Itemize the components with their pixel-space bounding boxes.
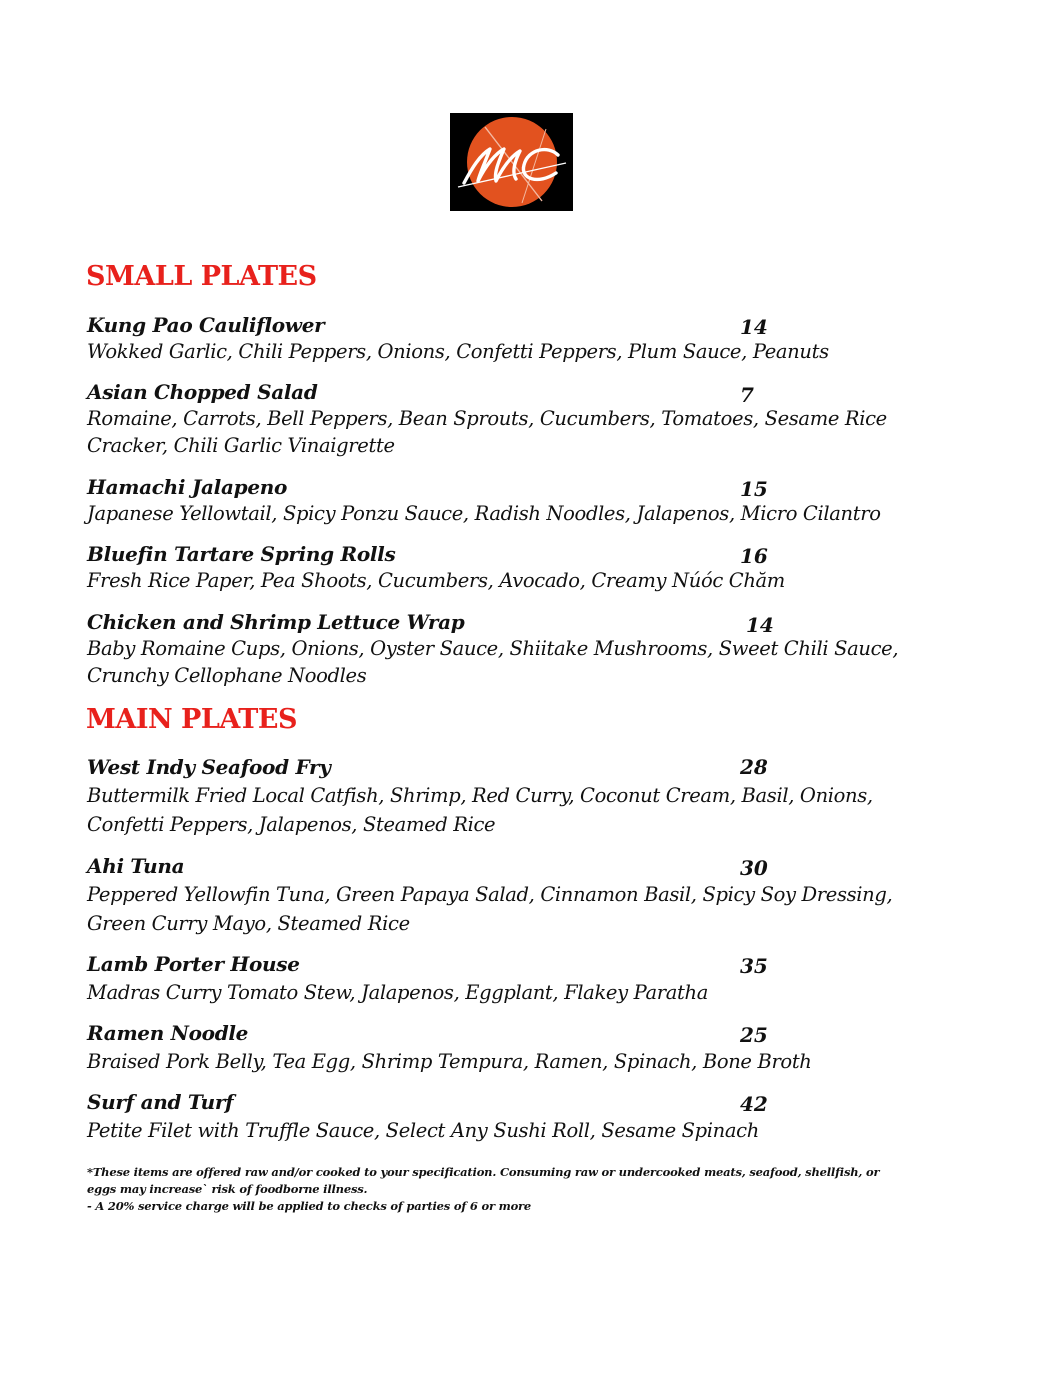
disclaimer-footnote (87, 1164, 967, 1215)
item-price: 16 (740, 544, 768, 568)
item-price: 35 (740, 954, 768, 978)
menu-item (87, 474, 967, 527)
menu-item (87, 312, 967, 365)
item-description: Fresh Rice Paper, Pea Shoots, Cucumbers, Avocado, Creamy Núóc Chăm (87, 569, 785, 592)
item-description: Confetti Peppers, Jalapenos, Steamed Rice (87, 813, 496, 836)
item-price: 14 (746, 613, 774, 637)
item-description: Wokked Garlic, Chili Peppers, Onions, Confetti Peppers, Plum Sauce, Peanuts (87, 340, 829, 363)
menu-item (87, 1089, 967, 1145)
item-description: Braised Pork Belly, Tea Egg, Shrimp Tempura, Ramen, Spinach, Bone Broth (87, 1050, 812, 1073)
item-name: Hamachi Jalapeno (87, 475, 288, 499)
item-price: 30 (740, 856, 768, 880)
menu-item (87, 1020, 967, 1076)
item-name: Ramen Noodle (87, 1021, 249, 1045)
item-price: 14 (740, 315, 768, 339)
item-price: 7 (740, 383, 754, 407)
item-price: 25 (740, 1023, 768, 1047)
footnote-line: eggs may increase` risk of foodborne illness. (87, 1182, 368, 1196)
item-name: Lamb Porter House (87, 952, 300, 976)
menu-item (87, 754, 967, 839)
item-price: 15 (740, 477, 768, 501)
item-name: Asian Chopped Salad (87, 380, 318, 404)
item-price: 28 (740, 755, 768, 779)
small-plates-heading: SMALL PLATES (86, 261, 317, 292)
item-name: Surf and Turf (87, 1090, 234, 1114)
restaurant-logo (450, 113, 573, 211)
menu-item (87, 379, 967, 459)
item-name: Ahi Tuna (87, 854, 185, 878)
main-plates-heading: MAIN PLATES (86, 704, 297, 735)
footnote-line: *These items are offered raw and/or cooked to your specification. Consuming raw or undercooked meats, seafood, shellfish, or (87, 1165, 880, 1179)
item-description: Romaine, Carrots, Bell Peppers, Bean Sprouts, Cucumbers, Tomatoes, Sesame Rice (87, 407, 887, 430)
item-description: Crunchy Cellophane Noodles (87, 664, 367, 687)
item-description: Buttermilk Fried Local Catfish, Shrimp, Red Curry, Coconut Cream, Basil, Onions, (87, 784, 873, 807)
item-name: Chicken and Shrimp Lettuce Wrap (87, 610, 465, 634)
item-description: Japanese Yellowtail, Spicy Ponzu Sauce, Radish Noodles, Jalapenos, Micro Cilantro (87, 502, 881, 525)
item-price: 42 (740, 1092, 768, 1116)
item-description: Cracker, Chili Garlic Vinaigrette (87, 434, 395, 457)
menu-item (87, 853, 967, 938)
item-description: Petite Filet with Truffle Sauce, Select Any Sushi Roll, Sesame Spinach (87, 1119, 759, 1142)
menu-item (87, 609, 967, 689)
item-name: Kung Pao Cauliflower (87, 313, 325, 337)
item-name: Bluefin Tartare Spring Rolls (87, 542, 396, 566)
item-description: Madras Curry Tomato Stew, Jalapenos, Eggplant, Flakey Paratha (87, 981, 709, 1004)
menu-item (87, 951, 967, 1007)
item-name: West Indy Seafood Fry (87, 755, 331, 779)
item-description: Peppered Yellowfin Tuna, Green Papaya Salad, Cinnamon Basil, Spicy Soy Dressing, (87, 883, 893, 906)
item-description: Baby Romaine Cups, Onions, Oyster Sauce, Shiitake Mushrooms, Sweet Chili Sauce, (87, 637, 899, 660)
footnote-line: - A 20% service charge will be applied to checks of parties of 6 or more (87, 1199, 532, 1213)
logo-mark (450, 113, 573, 211)
item-description: Green Curry Mayo, Steamed Rice (87, 912, 410, 935)
menu-item (87, 541, 967, 594)
